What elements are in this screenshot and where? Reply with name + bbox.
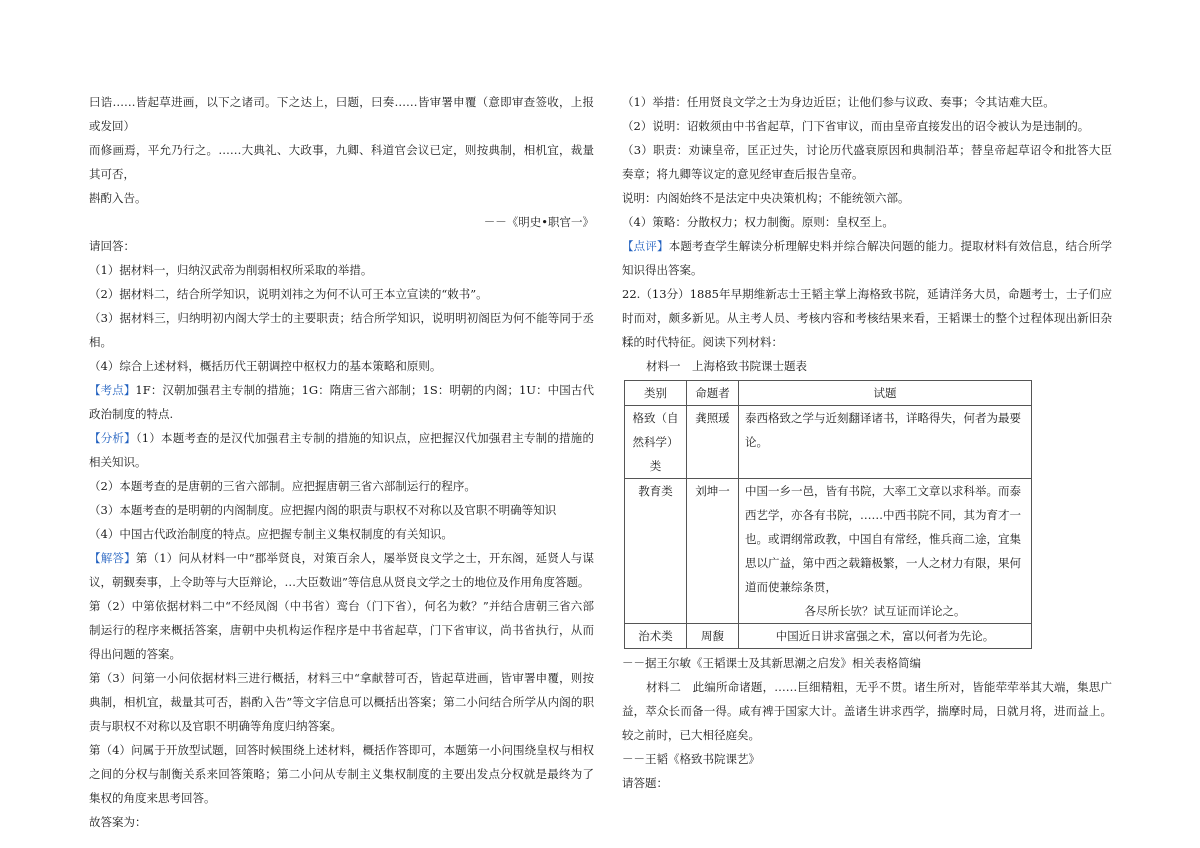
row-category: 教育类 xyxy=(625,479,687,624)
exam-topic-table xyxy=(624,380,1032,649)
intro-line: 曰诰……皆起草进画，以下之诸司。下之达上，曰题，曰奏……皆审署申覆（意即审查签收，上报或发回） xyxy=(89,95,594,133)
material-2-source: －－王韬《格致书院课艺》 xyxy=(622,752,760,766)
row-category: 格致（自然科学）类 xyxy=(625,406,687,479)
left-column xyxy=(89,90,594,834)
jieda-tag: 【解答】 xyxy=(89,551,136,565)
jieda-text: 第（1）问从材料一中“郡举贤良，对策百余人，屡举贤良文学之士，开东阁，延贤人与谋议，朝觐奏事，上令助等与大臣辩论，…大臣数诎”等信息从贤良文学之士的地位及作用角度答题。 xyxy=(89,551,594,589)
row-category: 治术类 xyxy=(625,624,687,649)
final-answer-label: 故答案为： xyxy=(89,815,147,829)
right-column xyxy=(622,90,1112,795)
table-row xyxy=(625,624,1032,649)
ask-label: 请回答： xyxy=(89,239,135,253)
table-row xyxy=(625,479,1032,624)
header-topic: 试题 xyxy=(739,381,1032,406)
answer-2: （2）说明：诏敕须由中书省起草，门下省审议，而由皇帝直接发出的诏令被认为是违制的。 xyxy=(622,119,1090,133)
row-topic-last: 各尽所长欤？试互证而详论之。 xyxy=(804,604,966,618)
table-wrapper xyxy=(622,380,1112,649)
ask-label-right: 请答题： xyxy=(622,776,668,790)
question-4: （4）综合上述材料，概括历代王朝调控中枢权力的基本策略和原则。 xyxy=(89,359,442,373)
question-1: （1）据材料一，归纳汉武帝为削弱相权所采取的举措。 xyxy=(89,263,373,277)
kaodian-tag: 【考点】 xyxy=(89,383,136,397)
intro-line: 而修画焉，平允乃行之。……大典礼、大政事，九卿、科道官会议已定，则按典制，相机宜，裁量其可否， xyxy=(89,143,594,181)
answer-4: （4）策略：分散权力；权力制衡。原则：皇权至上。 xyxy=(622,215,894,229)
table-row xyxy=(625,406,1032,479)
dianping-section xyxy=(622,234,1112,282)
header-author: 命题者 xyxy=(687,381,739,406)
fenxi-item: （3）本题考查的是明朝的内阁制度。应把握内阁的职责与职权不对称以及官职不明确等知识 xyxy=(89,503,557,517)
row-author: 刘坤一 xyxy=(687,479,739,624)
fenxi-item: （2）本题考查的是唐朝的三省六部制。应把握唐朝三省六部制运行的程序。 xyxy=(89,479,476,493)
answer-paragraph: 第（3）问第一小问依据材料三进行概括，材料三中“拿献替可否，皆起草进画，皆审署申覆，则按典制，相机宜，裁量其可否，斟酌入告”等文字信息可以概括出答案；第二小问结合所学从内阁的职责与职权不对称以及官职不明确等角度归纳答案。 xyxy=(89,671,594,733)
fenxi-text: （1）本题考查的是汉代加强君主专制的措施的知识点，应把握汉代加强君主专制的措施的相关知识。 xyxy=(89,431,595,469)
fenxi-item: （4）中国古代政治制度的特点。应把握专制主义集权制度的有关知识。 xyxy=(89,527,453,541)
header-category: 类别 xyxy=(625,381,687,406)
row-author: 周馥 xyxy=(687,624,739,649)
kaodian-section xyxy=(89,378,594,426)
fenxi-section xyxy=(89,426,594,474)
jieda-section xyxy=(89,546,594,594)
row-topic xyxy=(739,479,1032,624)
answer-1: （1）举措：任用贤良文学之士为身边近臣；让他们参与议政、奏事；令其诘难大臣。 xyxy=(622,95,1055,109)
kaodian-text: 1F：汉朝加强君主专制的措施；1G：隋唐三省六部制；1S：明朝的内阁；1U：中国古代政治制度的特点. xyxy=(89,383,594,421)
table-source: －－据王尔敏《王韬课士及其新思潮之启发》相关表格简编 xyxy=(622,656,921,670)
question-3: （3）据材料三，归纳明初内阁大学士的主要职责；结合所学知识，说明明初阁臣为何不能等同于丞相。 xyxy=(89,311,594,349)
table-header-row xyxy=(625,381,1032,406)
dianping-text: 本题考查学生解读分析理解史料并综合解决问题的能力。提取材料有效信息，结合所学知识得出答案。 xyxy=(622,239,1112,277)
question-22: 22.（13分）1885年早期维新志士王韬主掌上海格致书院，延请洋务大员，命题考士，士子们应时而对，颇多新见。从主考人员、考核内容和考核结果来看，王韬课士的整个过程体现出新旧杂糅的时代特征。阅读下列材料： xyxy=(622,287,1112,349)
fenxi-tag: 【分析】 xyxy=(89,431,136,445)
table-caption: 材料一 上海格致书院课士题表 xyxy=(646,359,807,373)
answer-3: （3）职责：劝谏皇帝，匡正过失，讨论历代盛衰原因和典制沿革；替皇帝起草诏令和批答大臣奏章；将九卿等议定的意见经审查后报告皇帝。 xyxy=(622,143,1112,181)
material-2: 材料二 此编所命诸题，……巨细精粗，无乎不贯。诸生所对，皆能荦荦举其大端，集思广益，萃众长而备一得。咸有裨于国家大计。盖诸生讲求西学，揣摩时局，日就月将，进而益上。较之前时，已大相径庭矣。 xyxy=(622,680,1112,742)
source-citation: －－《明史•职官一》 xyxy=(483,215,594,229)
question-2: （2）据材料二，结合所学知识，说明刘祎之为何不认可王本立宣读的“敕书”。 xyxy=(89,287,488,301)
row-author: 龚照瑗 xyxy=(687,406,739,479)
dianping-tag: 【点评】 xyxy=(622,239,669,253)
answer-paragraph: 第（2）中第依据材料二中“不经凤阁（中书省）鸾台（门下省），何名为敕？”并结合唐朝三省六部制运行的程序来概括答案，唐朝中央机构运作程序是中书省起草，门下省审议，尚书省执行，从而得出问题的答案。 xyxy=(89,599,594,661)
answer-3-note: 说明：内阁始终不是法定中央决策机构；不能统领六部。 xyxy=(622,191,910,205)
row-topic-text: 中国一乡一邑，皆有书院，大率工文章以求科举。而泰西艺学，亦各有书院，……中西书院不同，其为育才一也。或谓纲常政教，中国自有常经，惟兵商二途，宜集思以广益，第中西之载籍极繁，一人之材力有限，果何道而使兼综条贯， xyxy=(745,484,1021,594)
answer-paragraph: 第（4）问属于开放型试题，回答时候围绕上述材料，概括作答即可，本题第一小问围绕皇权与相权之间的分权与制衡关系来回答策略；第二小问从专制主义集权制度的主要出发点分权就是最终为了集权的角度来思考回答。 xyxy=(89,743,594,805)
intro-line: 斟酌入告。 xyxy=(89,191,147,205)
row-topic: 泰西格致之学与近刻翻译诸书，详略得失，何者为最要论。 xyxy=(739,406,1032,479)
row-topic: 中国近日讲求富强之术，富以何者为先论。 xyxy=(739,624,1032,649)
